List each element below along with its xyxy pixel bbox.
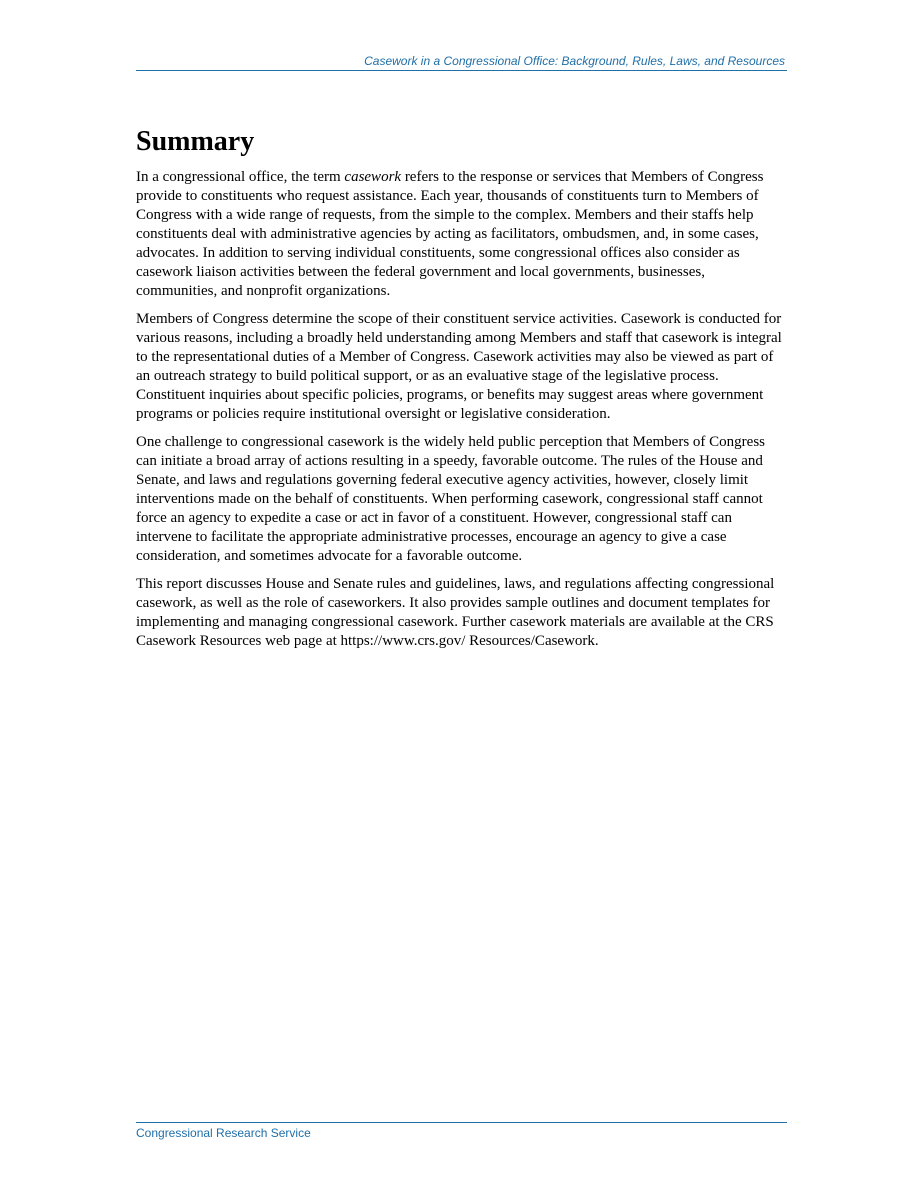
summary-paragraph-2: Members of Congress determine the scope of their constituent service activities. Casework is conducted for various reasons, including a broadly held understanding among Members and staff that casework is integral to the representational duties of a Member of Congress. Casework activities may also be viewed as part of an outreach strategy to build political support, or as an evaluative stage of the legislative process. Constituent inquiries about specific policies, programs, or benefits may suggest areas where government programs or policies require institutional oversight or legislative consideration. bbox=[136, 311, 782, 422]
summary-paragraph-4: This report discusses House and Senate rules and guidelines, laws, and regulations affecting congressional casework, as well as the role of caseworkers. It also provides sample outlines and document templates for implementing and managing congressional casework. Further casework materials are available at the CRS Casework Resources web page at https://www.crs.gov/ Resources/Casework. bbox=[136, 576, 775, 649]
summary-paragraph-3: One challenge to congressional casework is the widely held public perception that Members of Congress can initiate a broad array of actions resulting in a speedy, favorable outcome. The rules of the House and Senate, and laws and regulations governing federal executive agency activities, however, closely limit interventions made on the behalf of constituents. When performing casework, congressional staff cannot force an agency to expedite a case or act in favor of a constituent. However, congressional staff can intervene to facilitate the appropriate administrative processes, encourage an agency to give a case consideration, and sometimes advocate for a favorable outcome. bbox=[136, 434, 765, 564]
footer-organization: Congressional Research Service bbox=[136, 1126, 311, 1140]
paragraph-1-intro: In a congressional office, the term bbox=[136, 169, 345, 185]
casework-term: casework bbox=[344, 169, 402, 185]
page-body bbox=[136, 124, 788, 660]
running-header-title: Casework in a Congressional Office: Background, Rules, Laws, and Resources bbox=[364, 54, 785, 68]
running-footer bbox=[136, 1122, 787, 1142]
section-title: Summary bbox=[136, 126, 255, 157]
running-header bbox=[136, 54, 787, 71]
paragraph-1-body: refers to the response or services that Members of Congress provide to constituents who request assistance. Each year, thousands of constituents turn to Members of Congress with a wide range of requests, from the simple to the complex. Members and their staffs help constituents deal with administrative agencies by acting as facilitators, ombudsmen, and, in some cases, advocates. In addition to serving individual constituents, some congressional offices also consider as casework liaison activities between the federal government and local governments, businesses, communities, and nonprofit organizations. bbox=[136, 169, 764, 299]
summary-paragraph-1 bbox=[136, 168, 788, 301]
